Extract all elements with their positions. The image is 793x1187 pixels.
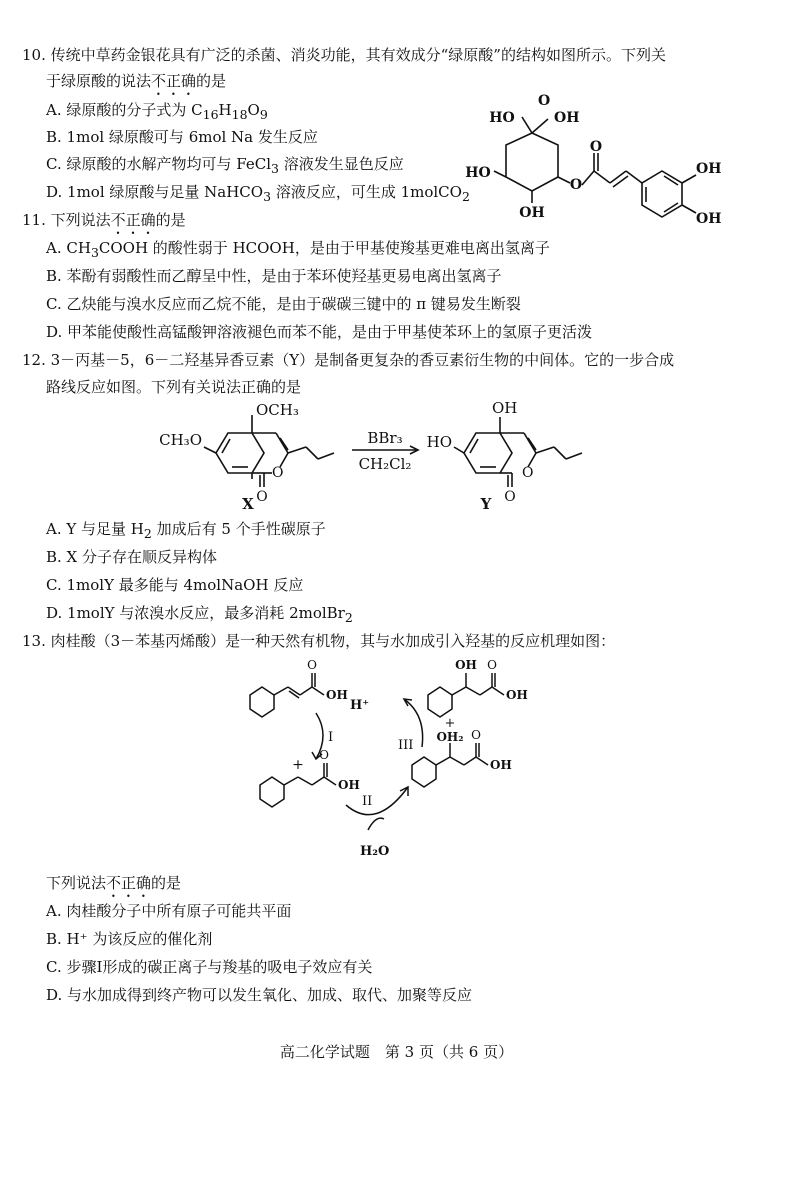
q13-option-d: D. 与水加成得到终产物可以发生氧化、加成、取代、加聚等反应: [46, 986, 473, 1004]
q12-stem-line1: 12. 3－丙基－5，6－二羟基异香豆素（Y）是制备更复杂的香豆素衍生物的中间体。它的一步合成: [22, 351, 675, 369]
y-ho-label: HO: [426, 433, 452, 451]
oxonium-plus: +: [444, 716, 456, 731]
svg-text:O: O: [471, 728, 481, 742]
label-cooh-oh: OH: [554, 110, 580, 126]
svg-text:O: O: [319, 748, 329, 762]
label-oh-ring2: OH: [696, 211, 722, 227]
label-cooh-o: O: [538, 93, 551, 109]
svg-text:OH₂: OH₂: [436, 730, 464, 744]
x-ch3o-label: CH₃O: [159, 431, 202, 449]
chlorogenic-acid-structure: [465, 93, 770, 240]
q12-option-c: C. 1molY 最多能与 4molNaOH 反应: [46, 576, 304, 594]
q11-option-c: C. 乙炔能与溴水反应而乙烷不能，是由于碳碳三键中的 π 键易发生断裂: [46, 295, 521, 313]
svg-text:O: O: [487, 658, 497, 672]
q10-option-a: A. 绿原酸的分子式为 $C_{16}H_{18}O_9$: [46, 101, 268, 122]
q13-substem: 下列说法不正确的是: [46, 874, 182, 892]
label-ester-o: O: [569, 177, 583, 193]
svg-text:O: O: [307, 658, 317, 672]
svg-text:OH: OH: [455, 658, 477, 672]
q10-stem-line1: 10. 传统中草药金银花具有广泛的杀菌、消炎功能，其有效成分“绿原酸”的结构如图所示。下列关: [22, 46, 666, 64]
q13-mechanism-cycle: [236, 655, 546, 860]
svg-text:OH: OH: [490, 758, 512, 772]
reagent-top: BBr₃: [367, 429, 403, 447]
step-2-label: II: [362, 794, 373, 809]
reagent-bottom: CH₂Cl₂: [358, 455, 412, 473]
q10-option-d: D. 1mol 绿原酸与足量 NaHCO$_3$ 溶液反应，可生成 1molCO$_2$: [46, 183, 470, 204]
q12-option-d: D. 1molY 与浓溴水反应，最多消耗 2molBr$_2$: [46, 604, 353, 625]
q10-stem-text: 于绿原酸的说法: [46, 72, 152, 90]
q10-stem-line2: [46, 70, 226, 99]
q10-option-b: B. 1mol 绿原酸可与 6mol Na 发生反应: [46, 128, 318, 146]
svg-text:OH: OH: [506, 688, 528, 702]
svg-text:OH: OH: [338, 778, 360, 792]
q10-stem-end: 的是: [196, 72, 227, 90]
q11-option-b: B. 苯酚有弱酸性而乙醇呈中性，是由于苯环使羟基更易电离出氢离子: [46, 267, 502, 285]
q13-stem: 13. 肉桂酸（3－苯基丙烯酸）是一种天然有机物，其与水加成引入羟基的反应机理如图：: [22, 632, 616, 650]
label-oh-ring1: OH: [696, 161, 722, 177]
q11-option-a: A. $CH_3COOH$ 的酸性弱于 HCOOH，是由于甲基使羧基更难电离出氢离子: [46, 239, 550, 260]
q13-option-a: A. 肉桂酸分子中所有原子可能共平面: [46, 902, 292, 920]
x-carbonyl-o: O: [256, 489, 268, 505]
page-footer: 高二化学试题 第 3 页（共 6 页）: [279, 1043, 514, 1061]
h-plus: H⁺: [350, 698, 370, 713]
water-label: H₂O: [360, 844, 390, 859]
q11-emphasis: 不正确: [110, 211, 156, 229]
label-oh-bottom: OH: [519, 205, 545, 221]
q13-emphasis: 不正确: [106, 874, 152, 892]
q12-reaction-scheme: [160, 395, 630, 513]
q13-option-b: B. H⁺ 为该反应的催化剂: [46, 930, 213, 948]
label-ho-top: HO: [489, 110, 515, 126]
q11-stem: 11. 下列说法不正确的是: [22, 211, 186, 229]
q12-stem-line2: 路线反应如图。下列有关说法正确的是: [46, 378, 302, 396]
y-ring-o: O: [522, 465, 534, 481]
label-carbonyl-o: O: [589, 139, 603, 155]
step-3-label: III: [398, 738, 414, 753]
step-1-label: I: [328, 730, 334, 745]
y-name: Y: [480, 495, 492, 513]
y-oh-label: OH: [492, 399, 518, 417]
q12-option-b: B. X 分子存在顺反异构体: [46, 548, 218, 566]
svg-text:OH: OH: [326, 688, 348, 702]
x-name: X: [242, 495, 254, 513]
x-och3-label: OCH₃: [256, 401, 299, 419]
y-carbonyl-o: O: [504, 489, 516, 505]
q10-emphasis: 不正确: [151, 72, 197, 90]
carbocation-plus: +: [292, 757, 304, 773]
q10-option-c: C. 绿原酸的水解产物均可与 FeCl$_3$ 溶液发生显色反应: [46, 155, 404, 176]
label-ho-left: HO: [465, 165, 491, 181]
x-ring-o: O: [272, 465, 284, 481]
q11-option-d: D. 甲苯能使酸性高锰酸钾溶液褪色而苯不能，是由于甲基使苯环上的氢原子更活泼: [46, 323, 593, 341]
q12-option-a: A. Y 与足量 $H_2$ 加成后有 5 个手性碳原子: [46, 520, 326, 541]
q13-option-c: C. 步骤Ⅰ形成的碳正离子与羧基的吸电子效应有关: [46, 958, 373, 976]
